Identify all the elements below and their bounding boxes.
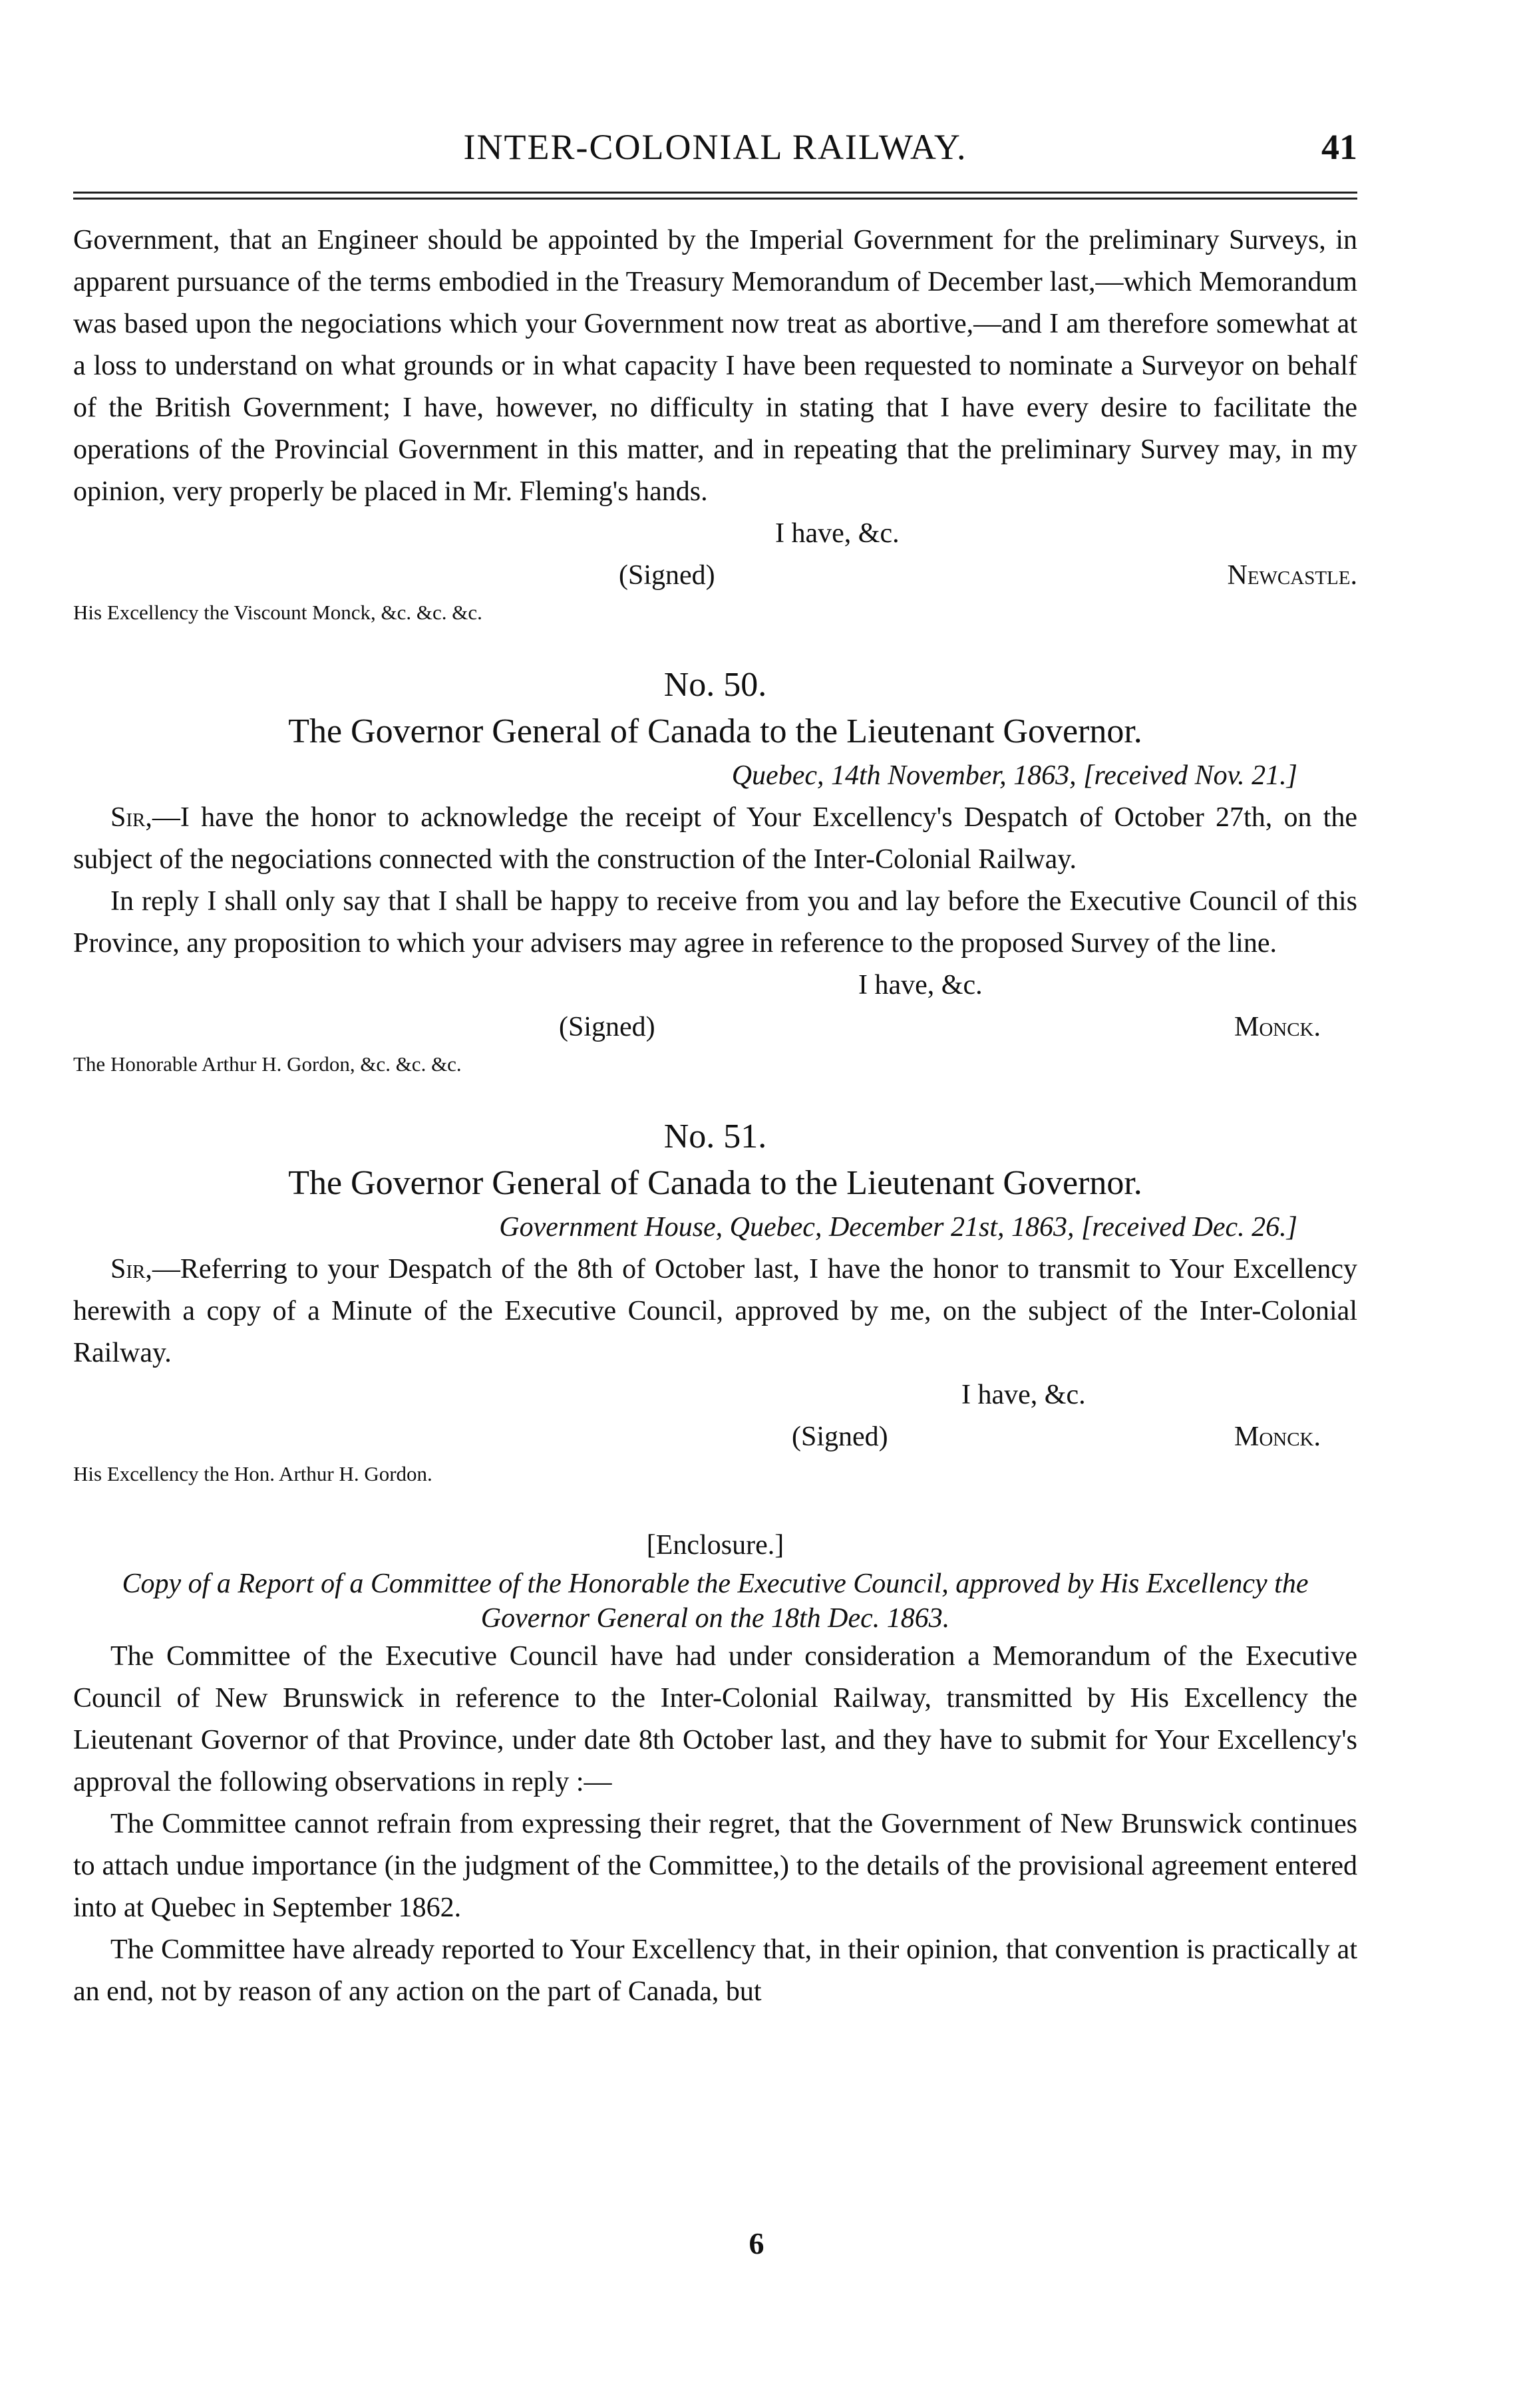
- despatch-paragraph: [73, 1249, 1357, 1374]
- paragraph-text: —I have the honor to acknowledge the receipt of Your Excellency's Despatch of October 27th, on the subject of the negociations connected with the construction of the Inter-Colonial Railway.: [73, 802, 1357, 875]
- enclosure-title: Copy of a Report of a Committee of the Honorable the Executive Council, approved by His Excellency the Governor General on the 18th Dec. 1863.: [122, 1569, 1309, 1634]
- page-header: [73, 126, 1357, 180]
- despatch-title: The Governor General of Canada to the Lieutenant Governor.: [288, 1164, 1142, 1202]
- despatch-no-51: [73, 1114, 1357, 1490]
- signature-name: Monck.: [1234, 1012, 1321, 1042]
- signature-row: [73, 555, 1357, 597]
- despatch-title: The Governor General of Canada to the Lieutenant Governor.: [288, 712, 1142, 750]
- header-rule-bottom: [73, 198, 1357, 200]
- despatch-number: No. 50.: [663, 666, 767, 704]
- addressee: The Honorable Arthur H. Gordon, &c. &c. &c.: [73, 1052, 462, 1076]
- signed-label: (Signed): [619, 560, 715, 591]
- despatch-dateline: Quebec, 14th November, 1863, [received Nov. 21.]: [731, 760, 1297, 791]
- signature-name: Newcastle.: [1227, 560, 1357, 591]
- despatch-no-50: [73, 662, 1357, 1080]
- enclosure-paragraph: The Committee have already reported to Your Excellency that, in their opinion, that convention is practically at an end, not by reason of any action on the part of Canada, but: [73, 1934, 1357, 2007]
- page-content: [73, 220, 1357, 2013]
- signed-label: (Signed): [792, 1422, 888, 1452]
- addressee: His Excellency the Viscount Monck, &c. &c. &c.: [73, 601, 482, 624]
- closing-row: [73, 513, 1357, 555]
- continued-paragraph: Government, that an Engineer should be appointed by the Imperial Government for the preliminary Surveys, in apparent pursuance of the terms embodied in the Treasury Memorandum of December last,—which Memorandum was based upon the negociations which your Government now treat as abortive,—and I am therefore somewhat at a loss to understand on what grounds or in what capacity I have been requested to nominate a Surveyor on behalf of the British Government; I have, however, no difficulty in stating that I have every desire to facilitate the operations of the Provincial Government in this matter, and in repeating that the preliminary Survey may, in my opinion, very properly be placed in Mr. Fleming's hands.: [73, 225, 1357, 507]
- closing-formula: I have, &c.: [961, 1380, 1086, 1410]
- signature-row: [73, 1006, 1357, 1048]
- salutation: Sir,: [110, 1254, 152, 1284]
- closing-formula: I have, &c.: [858, 970, 983, 1000]
- despatch-dateline: Government House, Quebec, December 21st, 1863, [received Dec. 26.]: [499, 1212, 1297, 1243]
- signed-label: (Signed): [559, 1012, 655, 1042]
- despatch-number: No. 51.: [663, 1118, 767, 1155]
- page-number: 41: [1321, 127, 1357, 167]
- despatch-paragraph: In reply I shall only say that I shall be happy to receive from you and lay before the Executive Council of this Province, any proposition to which your advisers may agree in reference to the proposed Survey of the line.: [73, 886, 1357, 959]
- header-rule-top: [73, 192, 1357, 194]
- signature-mark: 6: [749, 2226, 764, 2260]
- paragraph-text: —Referring to your Despatch of the 8th of October last, I have the honor to transmit to Your Excellency herewith a copy of a Minute of the Executive Council, approved by me, on the subject of the Inter-Colonial Railway.: [73, 1254, 1357, 1368]
- continued-despatch: [73, 220, 1357, 629]
- addressee: His Excellency the Hon. Arthur H. Gordon.: [73, 1462, 432, 1485]
- enclosure-paragraph: The Committee cannot refrain from expressing their regret, that the Government of New Brunswick continues to attach undue importance (in the judgment of the Committee,) to the details of the provisional agreement entered into at Quebec in September 1862.: [73, 1809, 1357, 1923]
- signature-name: Monck.: [1234, 1422, 1321, 1452]
- enclosure: [73, 1525, 1357, 2013]
- enclosure-label: [Enclosure.]: [646, 1530, 784, 1561]
- enclosure-paragraph: The Committee of the Executive Council have had under consideration a Memorandum of the Executive Council of New Brunswick in reference to the Inter-Colonial Railway, transmitted by His Excellency the Lieutenant Governor of that Province, under date 8th October last, and they have to submit for Your Excellency's approval the following observations in reply :—: [73, 1641, 1357, 1797]
- closing-formula: I have, &c.: [775, 518, 900, 549]
- closing-row: [73, 965, 1357, 1006]
- salutation: Sir,: [110, 802, 152, 833]
- closing-row: [73, 1374, 1357, 1416]
- running-title: INTER-COLONIAL RAILWAY.: [463, 127, 967, 167]
- despatch-paragraph: [73, 797, 1357, 881]
- signature-row: [73, 1416, 1357, 1458]
